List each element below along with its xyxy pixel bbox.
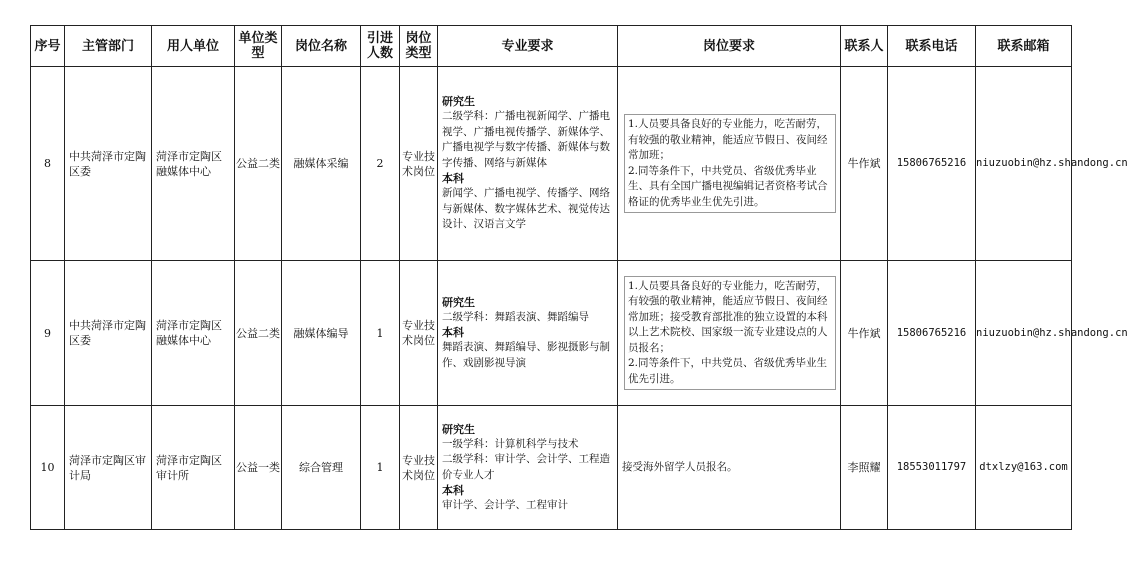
col-header-major: 专业要求 bbox=[438, 26, 618, 67]
major-text: 审计学、会计学、工程审计 bbox=[442, 499, 568, 511]
cell-phone: 18553011797 bbox=[888, 406, 976, 530]
recruitment-table bbox=[30, 25, 1128, 530]
req-text: 1.人员要具备良好的专业能力，吃苦耐劳，有较强的敬业精神，能适应节假日、夜间经常加班；接受教育部批准的独立设置的本科以上艺术院校、国家级一流专业建设点的人员报名； 2.同等条件下，中共党员、省级优秀毕业生优先引进。 bbox=[624, 276, 836, 391]
col-header-no: 序号 bbox=[31, 26, 65, 67]
cell-post-type: 专业技术岗位 bbox=[400, 406, 438, 530]
cell-email: niuzuobin@hz.shandong.cn bbox=[976, 261, 1072, 406]
cell-unit-type: 公益一类 bbox=[235, 406, 282, 530]
cell-no: 10 bbox=[31, 406, 65, 530]
cell-dept: 菏泽市定陶区审计局 bbox=[65, 406, 152, 530]
col-header-dept: 主管部门 bbox=[65, 26, 152, 67]
cell-phone: 15806765216 bbox=[888, 67, 976, 261]
cell-email: niuzuobin@hz.shandong.cn bbox=[976, 67, 1072, 261]
major-level-heading: 研究生 bbox=[442, 422, 475, 436]
req-text: 1.人员要具备良好的专业能力，吃苦耐劳，有较强的敬业精神，能适应节假日、夜间经常加班； 2.同等条件下，中共党员、省级优秀毕业生、具有全国广播电视编辑记者资格考试合格证的优秀毕业生优先引进。 bbox=[624, 114, 836, 213]
major-text: 二级学科：审计学、会计学、工程造价专业人才 bbox=[442, 453, 610, 481]
col-header-unit-type: 单位类型 bbox=[235, 26, 282, 67]
cell-unit: 菏泽市定陶区融媒体中心 bbox=[152, 261, 235, 406]
cell-phone: 15806765216 bbox=[888, 261, 976, 406]
cell-post-type: 专业技术岗位 bbox=[400, 261, 438, 406]
cell-count: 1 bbox=[361, 261, 400, 406]
cell-major bbox=[438, 406, 618, 530]
cell-no: 9 bbox=[31, 261, 65, 406]
major-level-heading: 本科 bbox=[442, 326, 464, 340]
col-header-email: 联系邮箱 bbox=[976, 26, 1072, 67]
cell-req bbox=[618, 406, 841, 530]
col-header-count: 引进人数 bbox=[361, 26, 400, 67]
cell-unit-type: 公益二类 bbox=[235, 67, 282, 261]
major-text: 一级学科：计算机科学与技术 bbox=[442, 437, 579, 450]
major-text: 新闻学、广播电视学、传播学、网络与新媒体、数字媒体艺术、视觉传达设计、汉语言文学 bbox=[442, 187, 610, 231]
col-header-req: 岗位要求 bbox=[618, 26, 841, 67]
cell-dept: 中共菏泽市定陶区委 bbox=[65, 261, 152, 406]
major-text: 舞蹈表演、舞蹈编导、影视摄影与制作、戏剧影视导演 bbox=[442, 341, 610, 369]
major-level-heading: 本科 bbox=[442, 484, 464, 497]
major-level-heading: 研究生 bbox=[442, 295, 475, 309]
major-text: 二级学科：舞蹈表演、舞蹈编导 bbox=[442, 310, 589, 323]
cell-post: 融媒体编导 bbox=[282, 261, 361, 406]
cell-unit-type: 公益二类 bbox=[235, 261, 282, 406]
cell-contact: 牛作斌 bbox=[841, 67, 888, 261]
col-header-post-type: 岗位类型 bbox=[400, 26, 438, 67]
cell-unit: 菏泽市定陶区融媒体中心 bbox=[152, 67, 235, 261]
major-level-heading: 研究生 bbox=[442, 95, 475, 109]
cell-contact: 李照耀 bbox=[841, 406, 888, 530]
major-level-heading: 本科 bbox=[442, 172, 464, 186]
cell-no: 8 bbox=[31, 67, 65, 261]
cell-major bbox=[438, 261, 618, 406]
cell-dept: 中共菏泽市定陶区委 bbox=[65, 67, 152, 261]
col-header-phone: 联系电话 bbox=[888, 26, 976, 67]
table-row bbox=[31, 261, 1072, 406]
cell-unit: 菏泽市定陶区审计所 bbox=[152, 406, 235, 530]
cell-contact: 牛作斌 bbox=[841, 261, 888, 406]
col-header-post: 岗位名称 bbox=[282, 26, 361, 67]
header-row bbox=[31, 26, 1072, 67]
table-row bbox=[31, 406, 1072, 530]
cell-count: 1 bbox=[361, 406, 400, 530]
cell-post: 综合管理 bbox=[282, 406, 361, 530]
req-text: 接受海外留学人员报名。 bbox=[622, 460, 738, 473]
table-row bbox=[31, 67, 1072, 261]
cell-count: 2 bbox=[361, 67, 400, 261]
cell-post-type: 专业技术岗位 bbox=[400, 67, 438, 261]
cell-major bbox=[438, 67, 618, 261]
cell-post: 融媒体采编 bbox=[282, 67, 361, 261]
col-header-contact: 联系人 bbox=[841, 26, 888, 67]
col-header-unit: 用人单位 bbox=[152, 26, 235, 67]
major-text: 二级学科：广播电视新闻学、广播电视学、广播电视传播学、新媒体学、广播电视学与数字传播、新媒体与数字传播、网络与新媒体 bbox=[442, 110, 610, 169]
cell-req bbox=[618, 67, 841, 261]
cell-req bbox=[618, 261, 841, 406]
cell-email: dtxlzy@163.com bbox=[976, 406, 1072, 530]
